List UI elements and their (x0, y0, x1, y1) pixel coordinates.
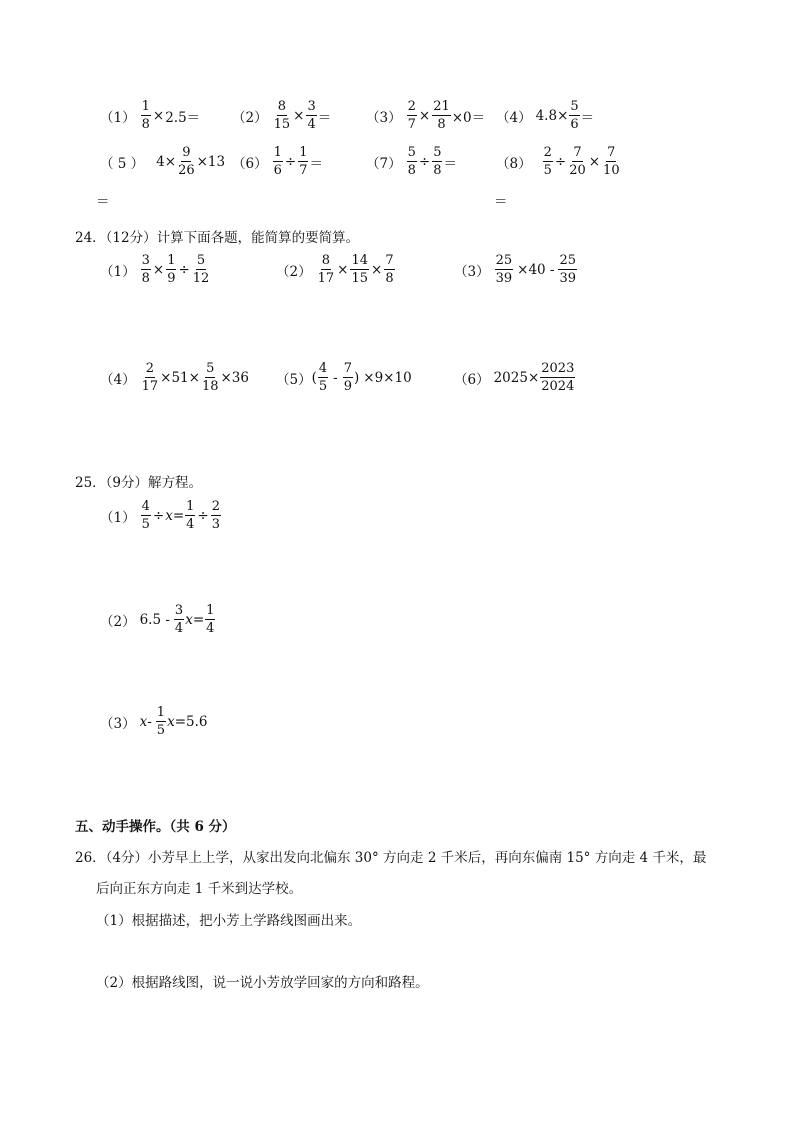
fraction: $\frac{4}{5}$ (141, 499, 150, 532)
fraction: $\frac{5}{6}$ (570, 99, 579, 132)
item-label: （1） (100, 263, 136, 280)
q23-item-1: （1） $\frac{1}{8}$ × 2.5＝ (100, 99, 201, 132)
section-5-title: 五、动手操作。（共 6 分） (75, 819, 236, 835)
item-label: （4） (100, 371, 136, 388)
fraction: $\frac{1}{6}$ (273, 145, 282, 178)
q23-item-5: （ 5 ） 4× $\frac{9}{26}$ ×13 (100, 145, 226, 178)
q24-item-6: （6） 2025× $\frac{2023}{2024}$ (454, 361, 575, 394)
fraction: $\frac{14}{15}$ (351, 253, 368, 286)
fraction: $\frac{25}{39}$ (559, 253, 577, 286)
fraction: $\frac{2}{7}$ (407, 99, 416, 132)
item-label: （6） (454, 371, 490, 388)
q24-title: 24．（12分）计算下面各题，能简算的要简算。 (75, 230, 360, 246)
item-label: （5） (276, 371, 312, 388)
item-label: （8） (496, 155, 532, 172)
q25-item-3: （3） x - $\frac{1}{5}$ x =5.6 (100, 705, 208, 738)
fraction: $\frac{3}{8}$ (141, 253, 150, 286)
fraction: $\frac{5}{12}$ (192, 253, 210, 286)
fraction: $\frac{7}{9}$ (343, 361, 352, 394)
q23-item-4: （4） 4.8× $\frac{5}{6}$ ＝ (496, 99, 595, 132)
q23-item-6: （6） $\frac{1}{6}$ ÷ $\frac{1}{7}$ ＝ (232, 145, 323, 178)
fraction: $\frac{1}{4}$ (206, 603, 215, 636)
fraction: $\frac{9}{26}$ (178, 145, 195, 178)
q25-title: 25．（9分）解方程。 (75, 475, 203, 491)
fraction: $\frac{7}{20}$ (569, 145, 586, 178)
q24-item-3: （3） $\frac{25}{39}$ ×40 - $\frac{25}{39}$ (454, 253, 577, 286)
fraction: $\frac{4}{5}$ (318, 361, 328, 394)
item-label: （1） (100, 509, 136, 526)
item-label: （1） (100, 109, 136, 126)
fraction: $\frac{8}{17}$ (317, 253, 335, 286)
fraction: $\frac{5}{18}$ (201, 361, 219, 394)
fraction: $\frac{2}{3}$ (211, 499, 220, 532)
item-label: （2） (276, 263, 312, 280)
q23-item-5-equals: ＝ (96, 194, 110, 210)
item-label: （3） (366, 109, 402, 126)
q26-sub-1: （1）根据描述，把小芳上学路线图画出来。 (96, 913, 362, 929)
fraction: $\frac{2023}{2024}$ (541, 361, 575, 394)
fraction: $\frac{8}{15}$ (273, 99, 291, 132)
q24-item-1: （1） $\frac{3}{8}$ × $\frac{1}{9}$ ÷ $\frac{5}{12}$ (100, 253, 210, 286)
q26-line-1: 26．（4分）小芳早上上学，从家出发向北偏东 30° 方向走 2 千米后，再向东偏南 15° 方向走 4 千米，最 (75, 850, 707, 866)
fraction: $\frac{7}{8}$ (385, 253, 394, 286)
fraction: $\frac{1}{5}$ (156, 705, 166, 738)
fraction: $\frac{1}{9}$ (167, 253, 176, 286)
q26-line-2: 后向正东方向走 1 千米到达学校。 (96, 881, 303, 897)
fraction: $\frac{1}{4}$ (186, 499, 195, 532)
item-label: （2） (100, 613, 136, 630)
q24-item-5: （5） ( $\frac{4}{5}$ - $\frac{7}{9}$ ) ×9×10 (276, 361, 412, 394)
item-label: （4） (496, 109, 532, 126)
q23-item-8-equals: ＝ (494, 194, 508, 210)
q24-item-2: （2） $\frac{8}{17}$ × $\frac{14}{15}$ × $\frac{7}{8}$ (276, 253, 394, 286)
item-label: （3） (100, 715, 136, 732)
q24-item-4: （4） $\frac{2}{17}$ ×51× $\frac{5}{18}$ ×36 (100, 361, 249, 394)
fraction: $\frac{2}{5}$ (543, 145, 552, 178)
item-label: （ 5 ） (100, 155, 145, 172)
q23-item-8: （8） $\frac{2}{5}$ ÷ $\frac{7}{20}$ × $\frac{7}{10}$ (496, 145, 620, 178)
q25-item-2: （2） 6.5 - $\frac{3}{4}$ x = $\frac{1}{4}$ (100, 603, 215, 636)
fraction: $\frac{3}{4}$ (174, 603, 184, 636)
fraction: $\frac{5}{8}$ (433, 145, 442, 178)
fraction: $\frac{1}{7}$ (299, 145, 308, 178)
item-label: （2） (232, 109, 268, 126)
fraction: $\frac{21}{8}$ (433, 99, 450, 132)
q26-sub-2: （2）根据路线图，说一说小芳放学回家的方向和路程。 (96, 975, 429, 991)
item-label: （3） (454, 263, 490, 280)
fraction: $\frac{3}{4}$ (307, 99, 316, 132)
q25-item-1: （1） $\frac{4}{5}$ ÷ x = $\frac{1}{4}$ ÷ $\frac{2}{3}$ (100, 499, 220, 532)
fraction: $\frac{2}{17}$ (141, 361, 159, 394)
q23-item-2: （2） $\frac{8}{15}$ × $\frac{3}{4}$ ＝ (232, 99, 332, 132)
fraction: $\frac{5}{8}$ (407, 145, 416, 178)
q23-item-3: （3） $\frac{2}{7}$ × $\frac{21}{8}$ ×0＝ (366, 99, 486, 132)
q23-item-7: （7） $\frac{5}{8}$ ÷ $\frac{5}{8}$ ＝ (366, 145, 457, 178)
item-label: （7） (366, 155, 402, 172)
fraction: $\frac{7}{10}$ (603, 145, 620, 178)
fraction: $\frac{25}{39}$ (495, 253, 513, 286)
fraction: $\frac{1}{8}$ (141, 99, 150, 132)
item-label: （6） (232, 155, 268, 172)
